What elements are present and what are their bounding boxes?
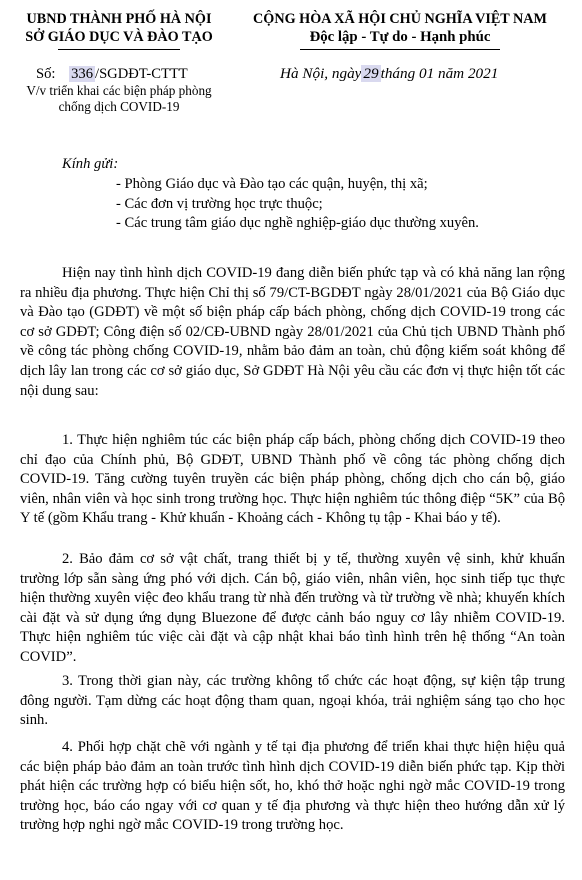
recipient-item: - Các đơn vị trường học trực thuộc;	[116, 196, 323, 212]
issuer-line-1: UBND THÀNH PHỐ HÀ NỘI	[26, 11, 212, 27]
item-3-paragraph: 3. Trong thời gian này, các trường không tổ chức các hoạt động, sự kiện tập trung đông người. Tạm dừng các hoạt động tham quan, ngoại khóa, trải nghiệm sáng tạo cho học sinh.	[20, 673, 565, 729]
intro-paragraph: Hiện nay tình hình dịch COVID-19 đang diễn biến phức tạp và có khả năng lan rộng ra nhiều địa phương. Thực hiện Chỉ thị số 79/CT-BGDĐT ngày 28/01/2021 của Bộ Giáo dục và Đào tạo (GDĐT) về một số biện pháp cấp bách phòng, chống dịch COVID-19 trong các cơ sở GDĐT; Công điện số 02/CĐ-UBND ngày 28/01/2021 của Chủ tịch UBND Thành phố về công tác phòng chống COVID-19, nhằm bảo đảm an toàn, chủ động kiểm soát không để dịch lây lan trong các cơ sở giáo dục, Sở GDĐT Hà Nội yêu cầu các đơn vị thực hiện tốt các nội dung sau:	[20, 265, 565, 399]
recipient-item: - Các trung tâm giáo dục nghề nghiệp-giáo dục thường xuyên.	[116, 215, 479, 231]
nation-line: CỘNG HÒA XÃ HỘI CHỦ NGHĨA VIỆT NAM	[253, 11, 547, 27]
date-suffix: tháng 01 năm 2021	[380, 65, 499, 82]
item-2-paragraph: 2. Bảo đảm cơ sở vật chất, trang thiết bị y tế, thường xuyên vệ sinh, khử khuẩn trường lớp sẵn sàng ứng phó với dịch. Cán bộ, giáo viên, nhân viên, học sinh tiếp tục thực hiện thường xuyên việc đeo khẩu trang từ nhà đến trường và từ trường về nhà; khuyến khích cài đặt và sử dụng ứng dụng Bluezone để được cảnh báo nguy cơ lây nhiễm COVID-19. Thực hiện nghiêm túc việc cài đặt và cập nhật khai báo tình hình trên hệ thống “An toàn COVID”.	[20, 551, 565, 665]
issuer-underline	[58, 49, 180, 50]
date-day: 29	[363, 65, 379, 82]
greeting: Kính gửi:	[62, 156, 119, 172]
motto-underline	[300, 49, 500, 50]
issue-date	[280, 65, 498, 83]
recipient-item: - Phòng Giáo dục và Đào tạo các quận, huyện, thị xã;	[116, 176, 428, 192]
subject-line-2: chống dịch COVID-19	[58, 99, 180, 114]
subject-line-1: V/v triển khai các biện pháp phòng	[26, 83, 212, 98]
motto: Độc lập - Tự do - Hạnh phúc	[309, 29, 491, 45]
number-suffix: /SGDĐT-CTTT	[95, 66, 188, 82]
issuer-line-2: SỞ GIÁO DỤC VÀ ĐÀO TẠO	[25, 29, 213, 45]
item-4-paragraph: 4. Phối hợp chặt chẽ với ngành y tế tại địa phương để triển khai thực hiện hiệu quả các biện pháp bảo đảm an toàn trước tình hình dịch COVID-19 diễn biến phức tạp. Kịp thời phát hiện các trường hợp có biểu hiện sốt, ho, khó thở hoặc nghi ngờ mắc COVID-19 trong trường học, báo cáo ngay với cơ quan y tế địa phương và thực hiện theo hướng dẫn xử lý trường hợp nghi ngờ mắc COVID-19 trong trường học.	[20, 739, 565, 834]
item-1-paragraph: 1. Thực hiện nghiêm túc các biện pháp cấp bách, phòng chống dịch COVID-19 theo chỉ đạo của Chính phủ, Bộ GDĐT, UBND Thành phố về công tác phòng chống dịch COVID-19. Tăng cường tuyên truyền các biện pháp phòng, chống dịch cho cán bộ, giáo viên, nhân viên và học sinh trong trường học. Thực hiện nghiêm túc thông điệp “5K” của Bộ Y tế (gồm Khẩu trang - Khử khuẩn - Khoảng cách - Không tụ tập - Khai báo y tế).	[20, 432, 565, 527]
document-number	[36, 66, 188, 83]
number-label: Số:	[36, 66, 56, 82]
date-prefix: Hà Nội, ngày	[280, 65, 362, 82]
number-value: 336	[71, 66, 94, 82]
